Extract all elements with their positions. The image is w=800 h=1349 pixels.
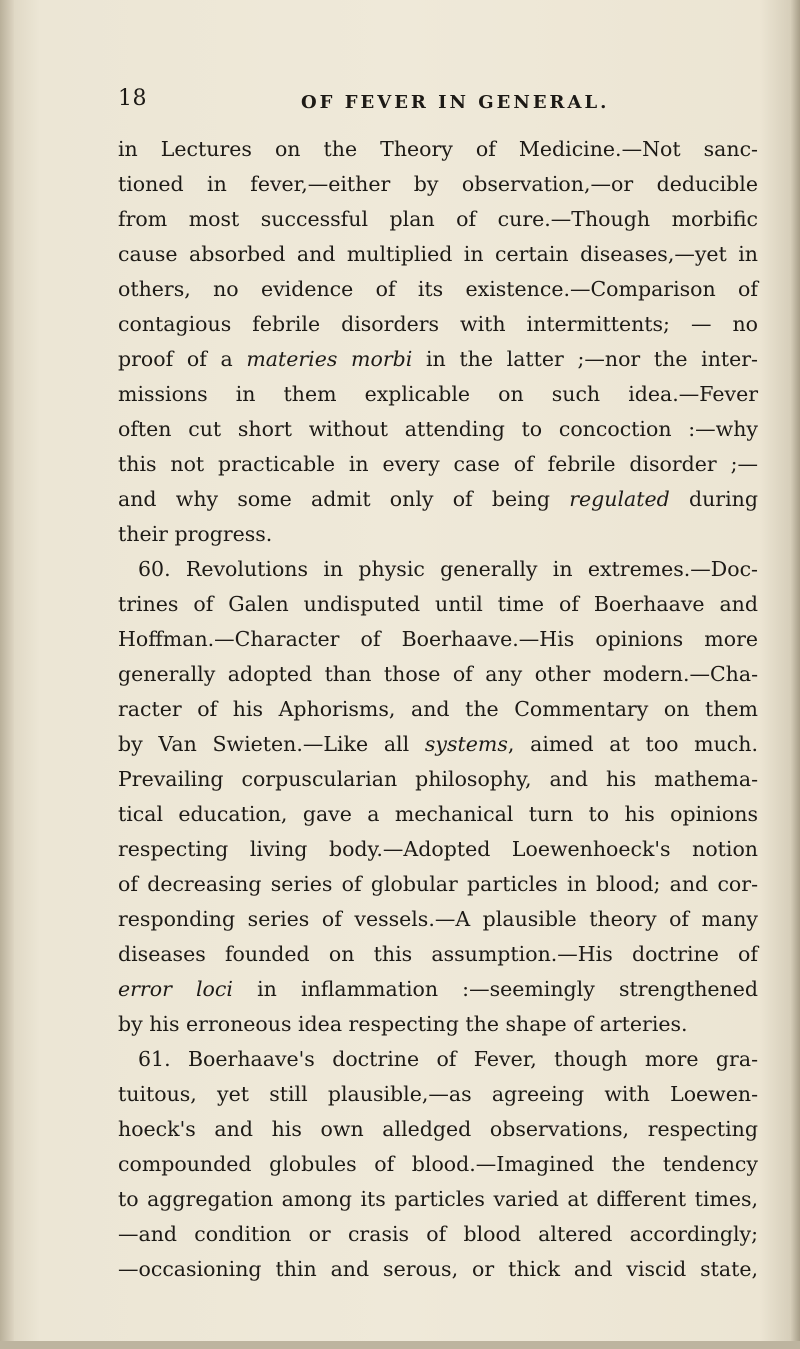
text-line: often cut short without attending to concoction :—why	[118, 417, 758, 441]
text-line: of decreasing series of globular particles in blood; and cor-	[118, 872, 758, 896]
text-line: Prevailing corpuscularian philosophy, and his mathema-	[118, 767, 758, 791]
text-line: in Lectures on the Theory of Medicine.—Not sanc-	[118, 137, 758, 161]
text-line: tical education, gave a mechanical turn to his opinions	[118, 802, 758, 826]
body-text	[118, 132, 758, 1287]
text-line: cause absorbed and multiplied in certain diseases,—yet in	[118, 242, 758, 266]
text-line: from most successful plan of cure.—Though morbific	[118, 207, 758, 231]
text-line: compounded globules of blood.—Imagined the tendency	[118, 1152, 758, 1176]
text-line: generally adopted than those of any other modern.—Cha-	[118, 662, 758, 686]
text-line: proof of a materies morbi in the latter ;—nor the inter-	[118, 347, 758, 371]
text-line: —and condition or crasis of blood altered accordingly;	[118, 1222, 758, 1246]
page-number: 18	[118, 86, 147, 111]
page-bottom-edge	[0, 1341, 800, 1349]
page-left-edge	[0, 0, 14, 1349]
text-line: others, no evidence of its existence.—Comparison of	[118, 277, 758, 301]
text-line: this not practicable in every case of febrile disorder ;—	[118, 452, 758, 476]
text-line: hoeck's and his own alledged observations, respecting	[118, 1117, 758, 1141]
text-line: responding series of vessels.—A plausible theory of many	[118, 907, 758, 931]
text-line: error loci in inflammation :—seemingly strengthened	[118, 977, 758, 1001]
text-line: to aggregation among its particles varied at different times,	[118, 1187, 758, 1211]
text-line: by Van Swieten.—Like all systems, aimed at too much.	[118, 732, 758, 756]
text-line: by his erroneous idea respecting the shape of arteries.	[118, 1012, 688, 1036]
text-line: contagious febrile disorders with intermittents; — no	[118, 312, 758, 336]
text-line: trines of Galen undisputed until time of Boerhaave and	[118, 592, 758, 616]
running-head: OF FEVER IN GENERAL.	[301, 92, 610, 113]
text-line: and why some admit only of being regulated during	[118, 487, 758, 511]
text-line: tioned in fever,—either by observation,—or deducible	[118, 172, 758, 196]
text-line: diseases founded on this assumption.—His doctrine of	[118, 942, 758, 966]
text-line: their progress.	[118, 522, 273, 546]
text-line: —occasioning thin and serous, or thick and viscid state,	[118, 1257, 758, 1281]
text-line: Hoffman.—Character of Boerhaave.—His opinions more	[118, 627, 758, 651]
text-line: missions in them explicable on such idea.—Fever	[118, 382, 758, 406]
text-line: respecting living body.—Adopted Loewenhoeck's notion	[118, 837, 758, 861]
page-right-edge	[790, 0, 800, 1349]
page-header	[118, 86, 758, 126]
paragraph-61-start: 61. Boerhaave's doctrine of Fever, though more gra-	[138, 1047, 758, 1071]
text-line: tuitous, yet still plausible,—as agreeing with Loewen-	[118, 1082, 758, 1106]
paragraph-60-start: 60. Revolutions in physic generally in extremes.—Doc-	[138, 557, 758, 581]
text-line: racter of his Aphorisms, and the Commentary on them	[118, 697, 758, 721]
